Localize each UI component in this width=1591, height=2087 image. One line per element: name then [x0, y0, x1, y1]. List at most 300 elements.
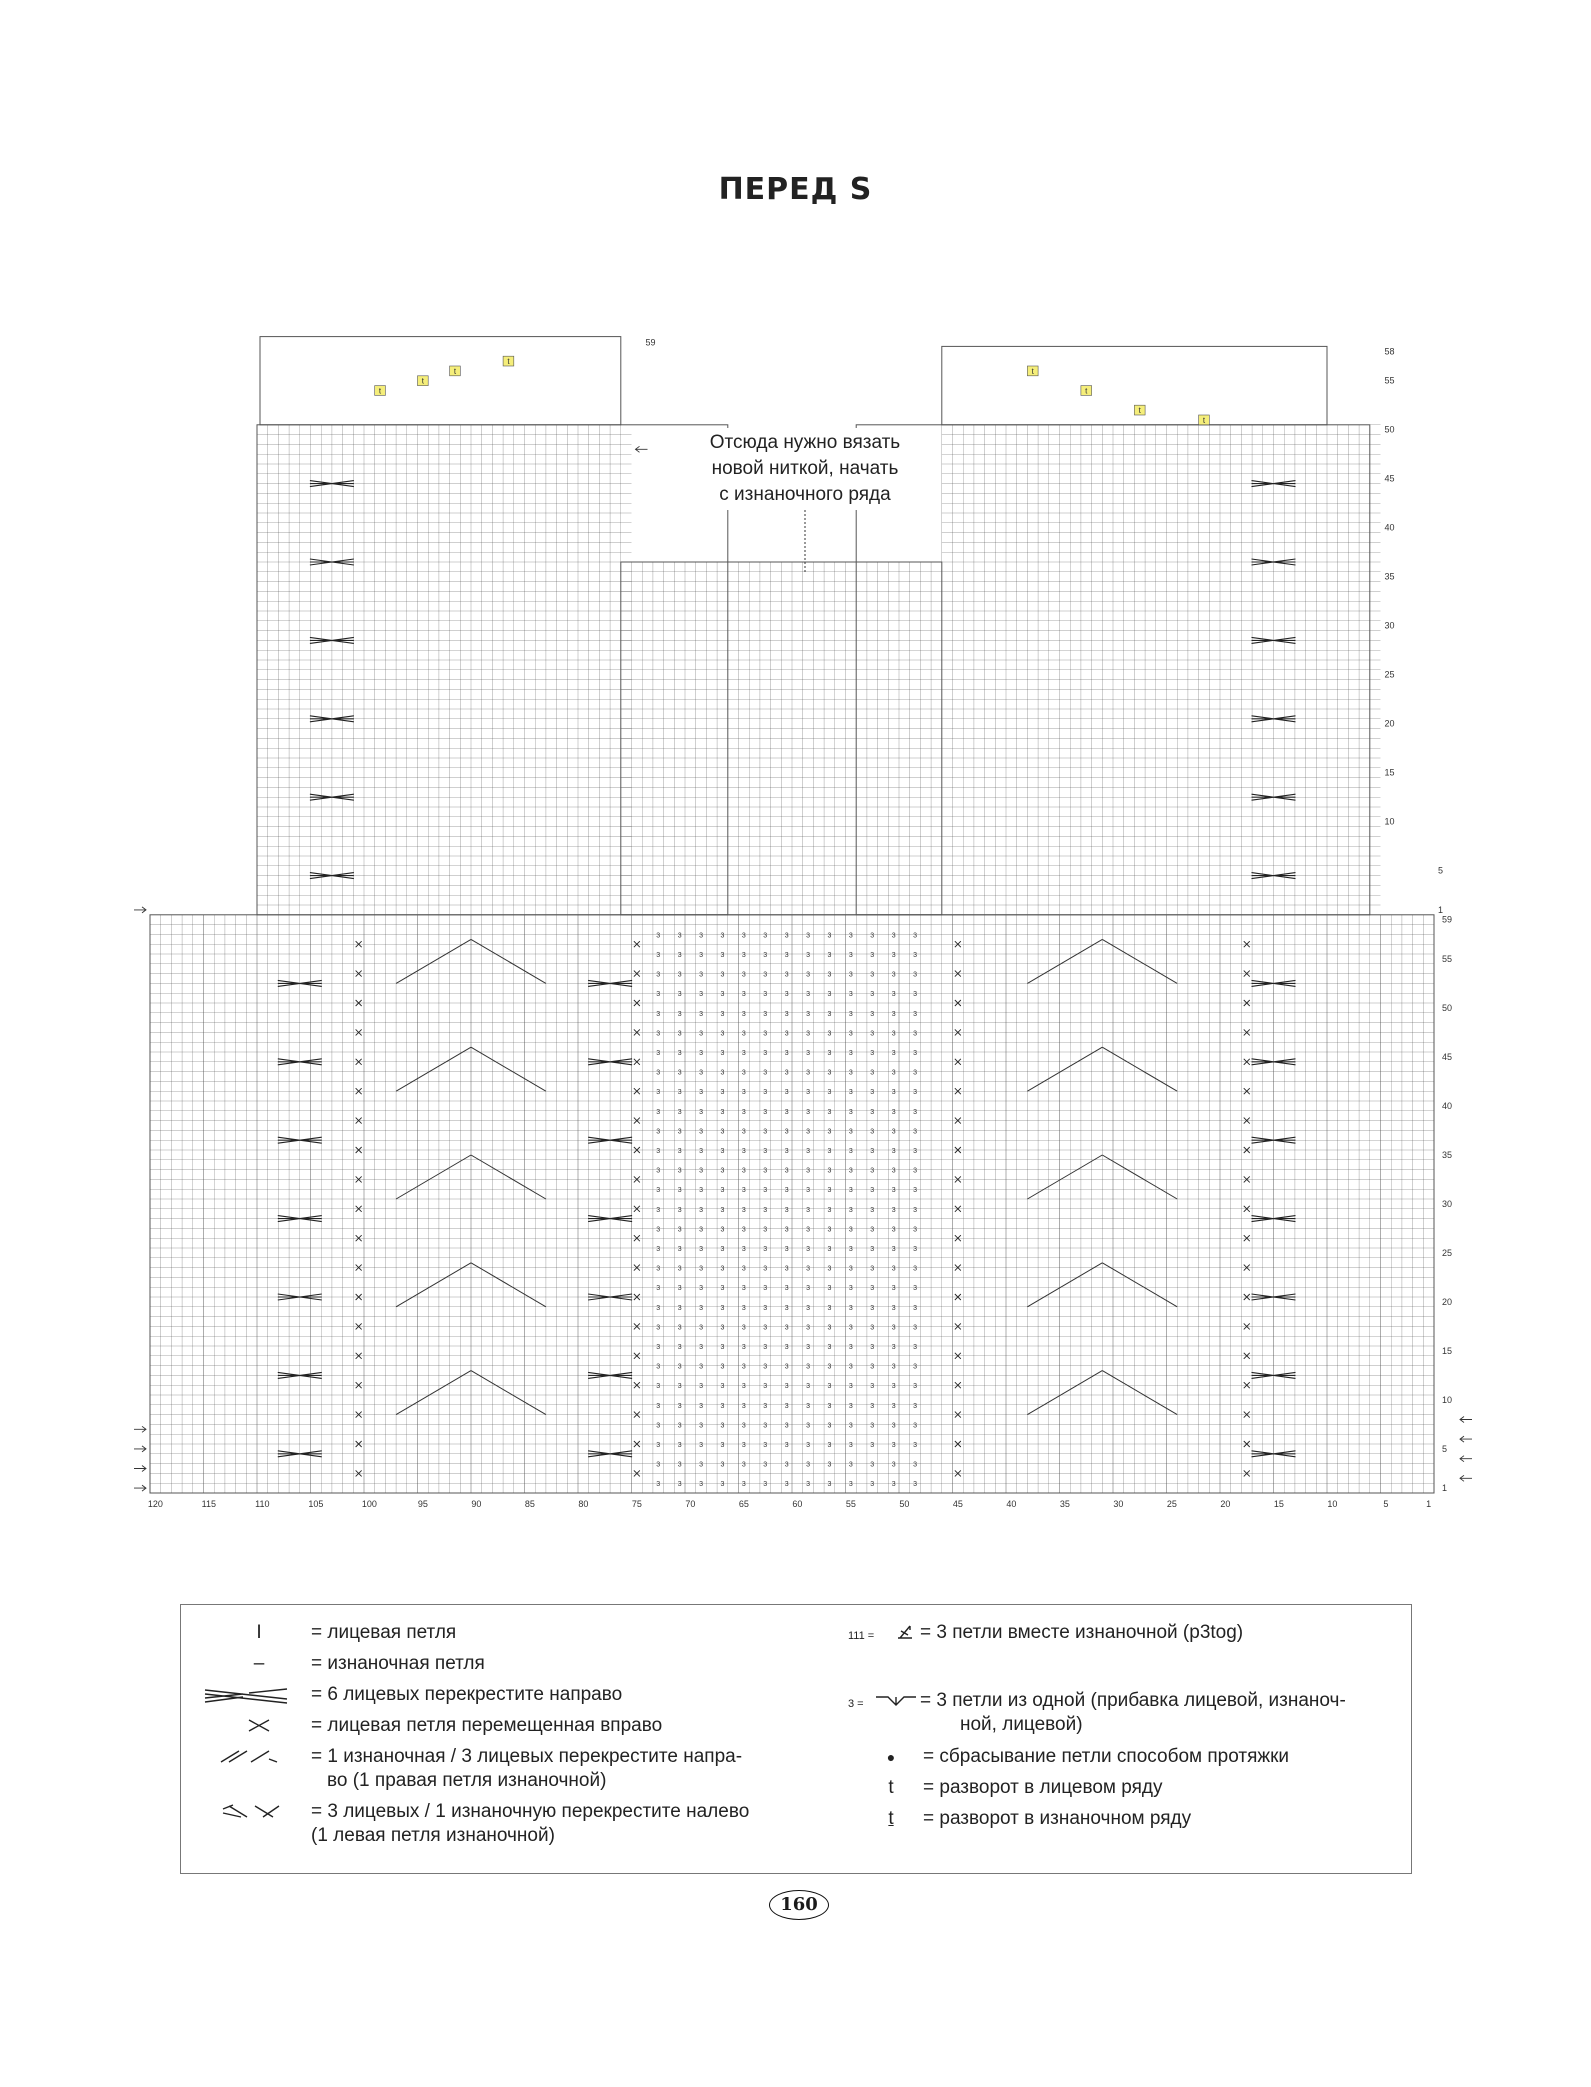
pattern-digit: 3	[913, 1481, 918, 1489]
pattern-digit: 3	[677, 1148, 682, 1155]
pattern-digit: 3	[784, 1383, 789, 1391]
pattern-digit: 3	[699, 1304, 704, 1312]
pattern-digit: 3	[677, 1128, 682, 1136]
pattern-digit: 3	[913, 1285, 918, 1293]
pattern-digit: 3	[741, 1304, 746, 1312]
cable-diagonal	[396, 1155, 471, 1199]
row-direction-arrow	[134, 907, 146, 913]
pattern-digit: 3	[656, 1481, 661, 1489]
pattern-digit: 3	[677, 1285, 682, 1293]
pattern-digit: 3	[656, 971, 661, 979]
cable-diagonal	[1027, 1371, 1102, 1415]
axis-label-row: 20	[1442, 1296, 1453, 1307]
pattern-digit: 3	[656, 1187, 661, 1195]
pattern-digit: 3	[870, 1206, 875, 1214]
pattern-digit: 3	[848, 1226, 853, 1234]
pattern-digit: 3	[913, 1402, 918, 1410]
pattern-digit: 3	[656, 1108, 661, 1116]
axis-label-row-upper: 20	[1384, 718, 1395, 729]
pattern-digit: 3	[763, 1304, 768, 1312]
pattern-digit: 3	[806, 1481, 811, 1489]
pattern-digit: 3	[848, 971, 853, 979]
legend-label-cont: (1 левая петля изнаночной)	[311, 1825, 555, 1846]
axis-label-row: 40	[1442, 1100, 1453, 1111]
pattern-digit: 3	[699, 1226, 704, 1234]
pattern-digit: 3	[720, 1461, 725, 1469]
axis-label-row-upper: 25	[1384, 669, 1395, 680]
pattern-digit: 3	[806, 1246, 811, 1253]
legend-item	[848, 1621, 1243, 1648]
pattern-digit: 3	[656, 1363, 661, 1371]
pattern-digit: 3	[763, 1246, 768, 1253]
pattern-digit: 3	[913, 1461, 918, 1469]
pattern-digit: 3	[827, 1344, 832, 1351]
pattern-digit: 3	[827, 1010, 832, 1018]
pattern-digit: 3	[913, 1148, 918, 1155]
pattern-digit: 3	[784, 1148, 789, 1155]
pattern-digit: 3	[741, 1481, 746, 1489]
pattern-digit: 3	[891, 971, 896, 979]
pattern-digit: 3	[870, 1383, 875, 1391]
pattern-digit: 3	[656, 991, 661, 999]
legend-item	[861, 1776, 1162, 1800]
pattern-digit: 3	[913, 932, 918, 940]
axis-label-row-upper: 35	[1384, 571, 1395, 582]
pattern-digit: 3	[699, 971, 704, 979]
pattern-digit: 3	[806, 1050, 811, 1057]
pattern-digit: 3	[720, 1422, 725, 1430]
axis-label-row-upper: 50	[1384, 424, 1395, 435]
pattern-digit: 3	[891, 1481, 896, 1489]
cable-diagonal	[471, 1047, 546, 1091]
purl-stitch-icon: –	[253, 1653, 265, 1674]
pattern-digit: 3	[763, 1481, 768, 1489]
legend-item	[231, 1652, 485, 1676]
pattern-digit: 3	[763, 1285, 768, 1293]
pattern-digit: 3	[720, 1128, 725, 1136]
pattern-digit: 3	[720, 952, 725, 959]
legend-item	[215, 1800, 749, 1824]
pattern-digit: 3	[827, 1108, 832, 1116]
pattern-digit: 3	[891, 1246, 896, 1253]
pattern-digit: 3	[891, 1148, 896, 1155]
pattern-digit: 3	[720, 1324, 725, 1332]
pattern-digit: 3	[720, 1246, 725, 1253]
pattern-digit: 3	[720, 1285, 725, 1293]
legend-box	[180, 1604, 1412, 1874]
turn-mark: t	[378, 386, 382, 396]
pattern-digit: 3	[784, 1069, 789, 1077]
pattern-digit: 3	[913, 991, 918, 999]
cable-diagonal	[396, 939, 471, 983]
pattern-digit: 3	[806, 1167, 811, 1175]
pattern-digit: 3	[656, 1010, 661, 1018]
pattern-digit: 3	[784, 932, 789, 940]
pattern-digit: 3	[891, 1108, 896, 1116]
pattern-digit: 3	[784, 1226, 789, 1234]
pattern-digit: 3	[891, 1226, 896, 1234]
turn-mark: t	[1031, 366, 1034, 376]
cable-diagonal	[1102, 1263, 1177, 1307]
pattern-digit: 3	[699, 1442, 704, 1449]
pattern-digit: 3	[891, 1167, 896, 1175]
turn-mark: t	[1085, 386, 1088, 396]
pattern-digit: 3	[870, 1324, 875, 1332]
pattern-digit: 3	[806, 1206, 811, 1214]
pattern-digit: 3	[763, 1206, 768, 1214]
axis-label-row-upper: 58	[1384, 346, 1395, 357]
pattern-digit: 3	[699, 1030, 704, 1038]
pattern-digit: 3	[848, 1324, 853, 1332]
pattern-digit: 3	[677, 952, 682, 959]
axis-label-row-upper: 30	[1384, 620, 1395, 631]
pattern-digit: 3	[806, 1324, 811, 1332]
pattern-digit: 3	[699, 952, 704, 959]
pattern-digit: 3	[848, 1206, 853, 1214]
page-number: 160	[769, 1890, 829, 1920]
pattern-digit: 3	[891, 1265, 896, 1273]
pattern-digit: 3	[784, 1089, 789, 1097]
pattern-digit: 3	[848, 1383, 853, 1391]
pattern-digit: 3	[720, 932, 725, 940]
pattern-digit: 3	[720, 1167, 725, 1175]
pattern-digit: 3	[741, 1148, 746, 1155]
turn-rs-icon: t	[888, 1777, 894, 1798]
axis-label-row: 1	[1442, 1483, 1448, 1494]
pattern-digit: 3	[827, 1304, 832, 1312]
pattern-digit: 3	[699, 991, 704, 999]
pattern-digit: 3	[891, 1402, 896, 1410]
pattern-digit: 3	[891, 1187, 896, 1195]
pattern-digit: 3	[806, 1128, 811, 1136]
pattern-digit: 3	[848, 1481, 853, 1489]
pattern-digit: 3	[913, 1422, 918, 1430]
pattern-digit: 3	[720, 1226, 725, 1234]
pattern-digit: 3	[870, 1089, 875, 1097]
legend-label: = изнаночная петля	[311, 1653, 485, 1674]
pattern-digit: 3	[827, 932, 832, 940]
pattern-digit: 3	[913, 1089, 918, 1097]
pattern-digit: 3	[827, 1206, 832, 1214]
pattern-digit: 3	[763, 1402, 768, 1410]
pattern-digit: 3	[699, 932, 704, 940]
pattern-digit: 3	[656, 1344, 661, 1351]
cable-diagonal	[1102, 939, 1177, 983]
pattern-digit: 3	[891, 932, 896, 940]
pattern-digit: 3	[891, 1285, 896, 1293]
axis-label-column: 65	[738, 1499, 749, 1509]
pattern-digit: 3	[699, 1089, 704, 1097]
pattern-digit: 3	[806, 932, 811, 940]
pattern-digit: 3	[677, 1226, 682, 1234]
pattern-digit: 3	[913, 1030, 918, 1038]
pattern-digit: 3	[870, 971, 875, 979]
axis-label-column: 105	[308, 1499, 324, 1509]
pattern-digit: 3	[763, 971, 768, 979]
pattern-digit: 3	[848, 991, 853, 999]
pattern-digit: 3	[870, 1422, 875, 1430]
pattern-digit: 3	[677, 1481, 682, 1489]
pattern-digit: 3	[656, 1128, 661, 1136]
pattern-digit: 3	[784, 1265, 789, 1273]
turn-ws-icon: t	[888, 1808, 894, 1829]
pattern-digit: 3	[806, 1402, 811, 1410]
cable-diagonal	[1102, 1155, 1177, 1199]
pattern-digit: 3	[913, 971, 918, 979]
legend-label: = 1 изнаночная / 3 лицевых перекрестите напра-	[311, 1746, 743, 1767]
pattern-digit: 3	[720, 1010, 725, 1018]
pattern-digit: 3	[763, 1030, 768, 1038]
axis-label-column: 5	[1383, 1499, 1389, 1509]
pattern-digit: 3	[720, 1481, 725, 1489]
axis-label-column: 90	[471, 1499, 482, 1509]
pattern-digit: 3	[870, 1167, 875, 1175]
axis-label-row: 35	[1442, 1149, 1453, 1160]
pattern-digit: 3	[891, 1304, 896, 1312]
pattern-digit: 3	[806, 1383, 811, 1391]
axis-label-row-upper: 1	[1438, 904, 1444, 915]
cable-diagonal	[396, 1263, 471, 1307]
pattern-digit: 3	[784, 1402, 789, 1410]
turn-mark: t	[507, 357, 510, 366]
turn-mark: t	[1202, 415, 1206, 425]
pattern-digit: 3	[806, 971, 811, 979]
legend-prefix: 3 =	[848, 1698, 864, 1710]
pattern-digit: 3	[827, 1422, 832, 1430]
pattern-digit: 3	[806, 1010, 811, 1018]
axis-label-row-upper: 45	[1384, 473, 1395, 484]
axis-label-column: 40	[1006, 1499, 1017, 1509]
pattern-digit: 3	[741, 1167, 746, 1175]
pattern-digit: 3	[848, 1187, 853, 1195]
axis-label-column: 110	[255, 1499, 270, 1509]
pattern-digit: 3	[720, 1089, 725, 1097]
axis-label-column: 45	[952, 1499, 963, 1509]
pattern-digit: 3	[741, 1030, 746, 1038]
cable-diagonal	[471, 1263, 546, 1307]
legend-label: = разворот в лицевом ряду	[923, 1777, 1163, 1798]
pattern-digit: 3	[699, 1265, 704, 1273]
pattern-digit: 3	[720, 1187, 725, 1195]
axis-label-row: 50	[1442, 1002, 1453, 1013]
cable-diagonal	[471, 1371, 546, 1415]
axis-label-row: 10	[1442, 1394, 1453, 1405]
pattern-digit: 3	[827, 1402, 832, 1410]
pattern-digit: 3	[656, 1246, 661, 1253]
pattern-digit: 3	[699, 1383, 704, 1391]
pattern-digit: 3	[656, 1402, 661, 1410]
axis-label-column: 115	[201, 1499, 217, 1509]
pattern-digit: 3	[784, 1422, 789, 1430]
pattern-digit: 3	[784, 991, 789, 999]
axis-label-column: 95	[417, 1499, 428, 1509]
pattern-digit: 3	[891, 1344, 896, 1351]
axis-label-column: 1	[1426, 1499, 1432, 1509]
increase-3-icon	[874, 1689, 918, 1711]
pattern-digit: 3	[784, 1481, 789, 1489]
chart-note-line: с изнаночного ряда	[719, 484, 891, 505]
pattern-digit: 3	[870, 1344, 875, 1351]
legend-label: = 3 лицевых / 1 изнаночную перекрестите налево	[311, 1801, 750, 1822]
twisted-stitch-icon	[231, 1714, 287, 1736]
pattern-digit: 3	[870, 1010, 875, 1018]
pattern-digit: 3	[806, 991, 811, 999]
pattern-digit: 3	[656, 1304, 661, 1312]
chart-note-line: Отсюда нужно вязать	[709, 432, 901, 453]
pattern-digit: 3	[870, 1402, 875, 1410]
pattern-digit: 3	[784, 1206, 789, 1214]
axis-label-row-upper: 55	[1384, 375, 1395, 386]
pattern-digit: 3	[806, 1265, 811, 1273]
pattern-digit: 3	[741, 1265, 746, 1273]
pattern-digit: 3	[891, 1324, 896, 1332]
pattern-digit: 3	[741, 1010, 746, 1018]
pattern-digit: 3	[891, 1363, 896, 1371]
pattern-digit: 3	[699, 1108, 704, 1116]
pattern-digit: 3	[827, 1363, 832, 1371]
pattern-digit: 3	[870, 932, 875, 940]
axis-label-column: 35	[1059, 1499, 1070, 1509]
pattern-digit: 3	[656, 1069, 661, 1077]
axis-label-column: 120	[147, 1499, 163, 1509]
pattern-digit: 3	[677, 1344, 682, 1351]
pattern-digit: 3	[870, 1265, 875, 1273]
pattern-digit: 3	[656, 1461, 661, 1469]
pattern-digit: 3	[870, 1030, 875, 1038]
row-direction-arrow	[1460, 1475, 1472, 1481]
pattern-digit: 3	[913, 1383, 918, 1391]
axis-label-column: 50	[899, 1499, 910, 1509]
pattern-digit: 3	[656, 1324, 661, 1332]
pattern-digit: 3	[656, 1383, 661, 1391]
cable-6-right-icon	[203, 1683, 289, 1705]
cable-diagonal	[471, 939, 546, 983]
pattern-digit: 3	[870, 1128, 875, 1136]
pattern-digit: 3	[677, 991, 682, 999]
page-title: ПЕРЕД S	[718, 172, 873, 207]
pattern-digit: 3	[741, 1363, 746, 1371]
pattern-digit: 3	[677, 1108, 682, 1116]
axis-label-row: 55	[1442, 953, 1453, 964]
axis-label-column: 55	[845, 1499, 856, 1509]
cable-diagonal	[1102, 1371, 1177, 1415]
pattern-digit: 3	[656, 1285, 661, 1293]
pattern-digit: 3	[848, 1128, 853, 1136]
pattern-digit: 3	[848, 1069, 853, 1077]
pattern-digit: 3	[827, 971, 832, 979]
axis-label-column: 85	[524, 1499, 535, 1509]
axis-label-row: 30	[1442, 1198, 1453, 1209]
knit-stitch-icon: I	[256, 1622, 262, 1643]
pattern-digit: 3	[891, 1128, 896, 1136]
pattern-digit: 3	[848, 1304, 853, 1312]
pattern-digit: 3	[677, 1246, 682, 1253]
pattern-digit: 3	[741, 1285, 746, 1293]
pattern-digit: 3	[848, 1265, 853, 1273]
pattern-digit: 3	[656, 952, 661, 959]
legend-label: = 3 петли из одной (прибавка лицевой, изнаноч-	[920, 1690, 1346, 1711]
pattern-digit: 3	[891, 1461, 896, 1469]
axis-label-row-upper: 40	[1384, 522, 1395, 533]
legend-item	[231, 1621, 456, 1645]
axis-label-row: 25	[1442, 1247, 1453, 1258]
pattern-digit: 3	[891, 1383, 896, 1391]
pattern-digit: 3	[848, 1344, 853, 1351]
turn-mark: t	[421, 376, 424, 386]
pattern-digit: 3	[913, 952, 918, 959]
pattern-digit: 3	[848, 1402, 853, 1410]
pattern-digit: 3	[806, 1187, 811, 1195]
pattern-digit: 3	[870, 1226, 875, 1234]
pattern-digit: 3	[806, 1108, 811, 1116]
pattern-digit: 3	[848, 1010, 853, 1018]
pattern-digit: 3	[891, 1206, 896, 1214]
pattern-digit: 3	[891, 1442, 896, 1449]
pattern-digit: 3	[806, 1069, 811, 1077]
pattern-digit: 3	[784, 1363, 789, 1371]
pattern-digit: 3	[763, 1187, 768, 1195]
legend-label: = разворот в изнаночном ряду	[923, 1808, 1192, 1829]
axis-label-column: 60	[792, 1499, 803, 1509]
pattern-digit: 3	[699, 1422, 704, 1430]
pattern-digit: 3	[806, 1304, 811, 1312]
pattern-digit: 3	[827, 1265, 832, 1273]
pattern-digit: 3	[699, 1285, 704, 1293]
pattern-digit: 3	[720, 1265, 725, 1273]
pattern-digit: 3	[827, 1030, 832, 1038]
pattern-digit: 3	[741, 1187, 746, 1195]
legend-item	[203, 1683, 622, 1707]
pattern-digit: 3	[848, 1363, 853, 1371]
pattern-digit: 3	[720, 971, 725, 979]
pattern-digit: 3	[870, 1442, 875, 1449]
pattern-digit: 3	[741, 1402, 746, 1410]
cable-diagonal	[396, 1371, 471, 1415]
pattern-digit: 3	[720, 1383, 725, 1391]
pattern-digit: 3	[656, 1206, 661, 1214]
pattern-digit: 3	[784, 1128, 789, 1136]
row-direction-arrow	[134, 1466, 146, 1472]
pattern-digit: 3	[699, 1128, 704, 1136]
pattern-digit: 3	[699, 1050, 704, 1057]
pattern-digit: 3	[784, 1010, 789, 1018]
german-short-row-icon: ●	[886, 1749, 896, 1765]
pattern-digit: 3	[784, 1030, 789, 1038]
pattern-digit: 3	[741, 1226, 746, 1234]
pattern-digit: 3	[827, 1148, 832, 1155]
legend-item	[861, 1807, 1191, 1831]
pattern-digit: 3	[677, 1304, 682, 1312]
row-direction-arrow	[1460, 1417, 1472, 1423]
pattern-digit: 3	[656, 1422, 661, 1430]
pattern-digit: 3	[677, 1050, 682, 1057]
axis-label-row: 15	[1442, 1345, 1453, 1356]
pattern-digit: 3	[827, 1324, 832, 1332]
pattern-digit: 3	[699, 1461, 704, 1469]
axis-label-row-upper: 10	[1384, 816, 1395, 827]
pattern-digit: 3	[741, 1422, 746, 1430]
pattern-digit: 3	[763, 1089, 768, 1097]
pattern-digit: 3	[677, 1010, 682, 1018]
cable-diagonal	[471, 1155, 546, 1199]
pattern-digit: 3	[913, 1324, 918, 1332]
pattern-digit: 3	[784, 1344, 789, 1351]
pattern-digit: 3	[677, 1167, 682, 1175]
axis-label-row-upper-left: 59	[645, 337, 656, 348]
pattern-digit: 3	[763, 991, 768, 999]
axis-label-column: 20	[1220, 1499, 1231, 1509]
pattern-digit: 3	[720, 1344, 725, 1351]
